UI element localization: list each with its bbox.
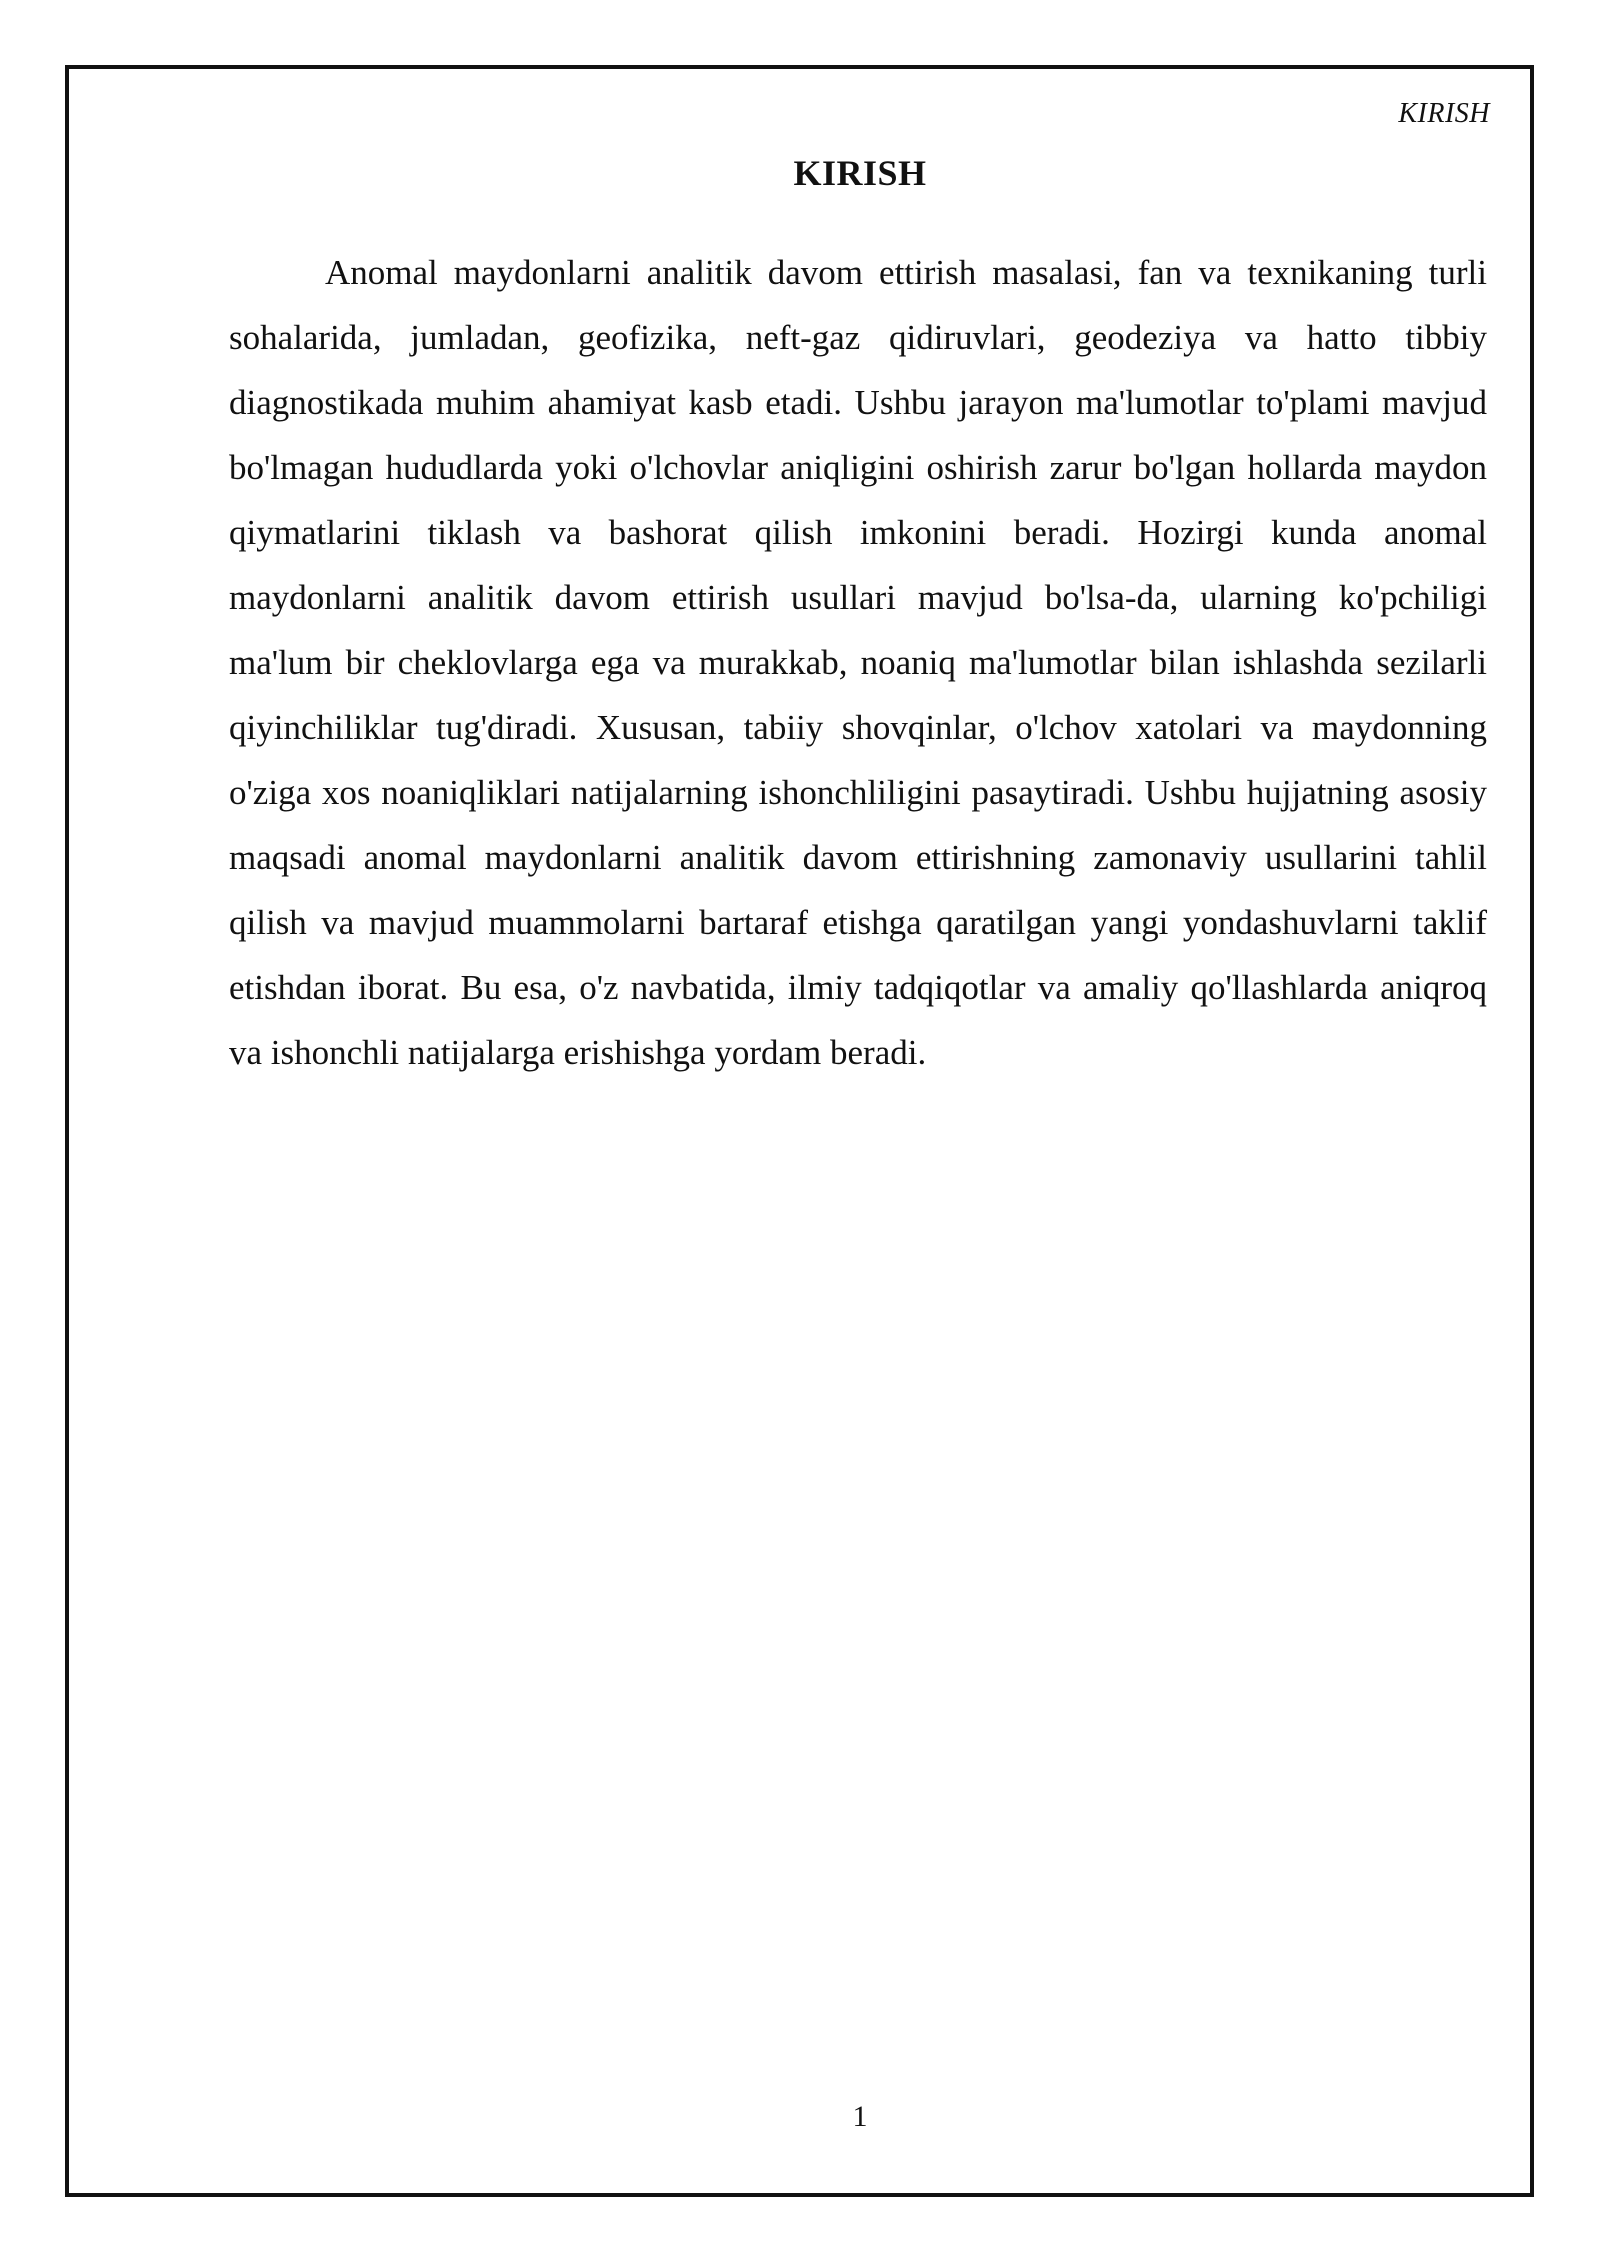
body-paragraph: Anomal maydonlarni analitik davom ettirish masalasi, fan va texnikaning turli sohalarida, jumladan, geofizika, neft-gaz qidiruvlari, geodeziya va hatto tibbiy diagnostikada muhim ahamiyat kasb etadi. Ushbu jarayon ma'lumotlar to'plami mavjud bo'lmagan hududlarda yoki o'lchovlar aniqligini oshirish zarur bo'lgan hollarda maydon qiymatlarini tiklash va bashorat qilish imkonini beradi. Hozirgi kunda anomal maydonlarni analitik davom ettirish usullari mavjud bo'lsa-da, ularning ko'pchiligi ma'lum bir cheklovlarga ega va murakkab, noaniq ma'lumotlar bilan ishlashda sezilarli qiyinchiliklar tug'diradi. Xususan, tabiiy shovqinlar, o'lchov xatolari va maydonning o'ziga xos noaniqliklari natijalarning ishonchliligini pasaytiradi. Ushbu hujjatning asosiy maqsadi anomal maydonlarni analitik davom ettirishning zamonaviy usullarini tahlil qilish va mavjud muammolarni bartaraf etishga qaratilgan yangi yondashuvlarni taklif etishdan iborat. Bu esa, o'z navbatida, ilmiy tadqiqotlar va amaliy qo'llashlarda aniqroq va ishonchli natijalarga erishishga yordam beradi. xyxy=(229,253,1487,1072)
running-header: KIRISH xyxy=(1398,98,1490,129)
page-number: 1 xyxy=(852,2100,868,2133)
page-title: KIRISH xyxy=(793,153,927,193)
